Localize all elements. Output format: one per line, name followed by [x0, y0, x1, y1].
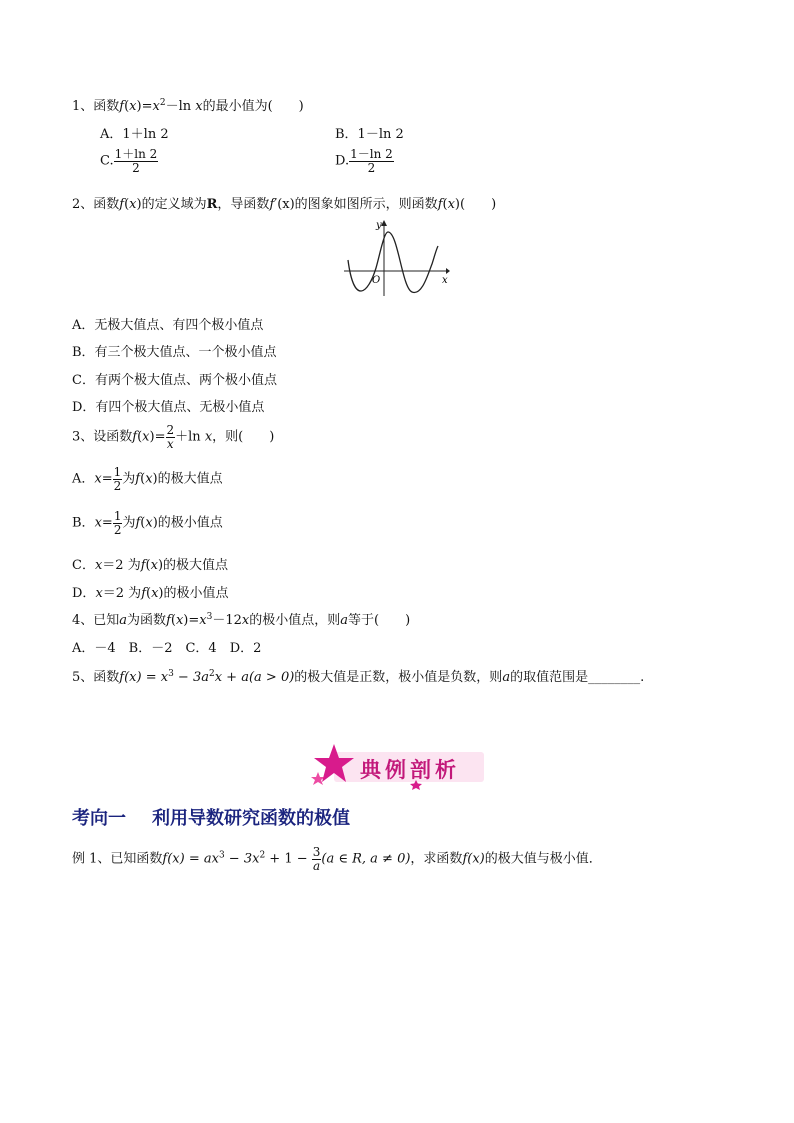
q3-b-x2: x [145, 515, 153, 531]
q5-fe: (a > 0) [248, 670, 295, 685]
ex1-suffix-b: 的极大值与极小值． [484, 851, 602, 867]
q2-d: (x)的图象如图所示，则函数 [277, 197, 438, 212]
q3-a-den: 2 [113, 478, 122, 493]
q3-a-x2: x [145, 471, 153, 487]
q5-b: 的极大值是正数，极小值是负数，则 [294, 670, 503, 685]
q4-options: A．－4 B．－2 C．4 D．2 [72, 641, 262, 656]
q3-b-num: 1 [113, 509, 122, 523]
q1-f: f [119, 99, 125, 114]
origin-label: O [372, 275, 381, 286]
q1-suffix: 的最小值为( ) [202, 99, 304, 114]
heading-label: 考向一 [72, 808, 126, 829]
q2-option-b: B．有三个极大值点、一个极小值点 [72, 345, 277, 360]
ex1-fraction [312, 846, 322, 872]
ex1-num: 3 [312, 845, 321, 859]
q2-e: ( ) [460, 197, 497, 212]
q1-c-num: 1＋ln 2 [114, 147, 158, 161]
q3-b-den: 2 [113, 522, 122, 537]
q5-a: 5、函数 [72, 670, 120, 685]
q5-exp3: 3 [168, 669, 174, 679]
q3-b-x: x [94, 515, 102, 531]
q3-d-lbl: D． [72, 586, 96, 601]
q3-c-x2: x [150, 558, 158, 573]
q2-x: x [129, 197, 137, 212]
q1-c-den: 2 [132, 160, 140, 175]
q3-d-f: f [141, 586, 146, 601]
question-4-stem: 4、已知a为函数$f(x)=x^3-12x$的极小值点，则a等于( ) [72, 612, 411, 628]
q3-b: ＋ln [175, 429, 201, 445]
q3-option-a: A．x= $\frac{1}{2}$ 为f(x)的极大值点 [72, 465, 223, 493]
q3-fraction [166, 424, 176, 450]
q2-option-c: C．有两个极大值点、两个极小值点 [72, 373, 277, 388]
q4-d: 等于( ) [348, 613, 411, 628]
section-heading [72, 804, 350, 830]
q4-minus12: －12 [212, 613, 242, 628]
q3-a-x: x [94, 471, 102, 487]
q5-fb: (x) = x [124, 670, 169, 685]
q1-d-fraction [349, 148, 394, 174]
q1-prefix: 1、函数 [72, 99, 120, 114]
ex1-prefix: 例 1、已知函数 [72, 851, 163, 867]
q3-f: f [132, 429, 138, 445]
q3-b-fraction [113, 510, 123, 536]
q3-c-text: 的极大值点 [163, 558, 229, 573]
q1-exp: 2 [159, 98, 166, 108]
q3-b-eq: = [101, 515, 113, 531]
q3-d-x2: x [151, 586, 159, 601]
q1-minus-ln: －ln [165, 99, 192, 114]
derivative-curve [348, 232, 438, 292]
q3-c-f: f [140, 558, 146, 573]
q2-r: R [206, 197, 218, 212]
q1-option-a: A．1＋ln 2 [100, 127, 169, 142]
q1-eq: = [141, 99, 153, 114]
q4-eq: = [188, 613, 200, 628]
q1-d-num: 1－ln 2 [350, 147, 393, 161]
q3-a-wei: 为 [122, 471, 136, 487]
q3-b-wei: 为 [122, 515, 136, 531]
ex1-p1: (x) = ax [167, 851, 219, 867]
q1-x3: x [195, 99, 203, 114]
ex1-p5: (x) [467, 851, 485, 867]
q1-d-den: 2 [367, 160, 376, 175]
question-3-stem: 3、设函数f(x)= $\frac{2}{x}$ ＋ln x，则( ) [72, 423, 275, 451]
example-1 [72, 846, 602, 872]
q5-fd: x + a [214, 670, 249, 685]
q1-x2: x [152, 99, 160, 114]
q3-a: 3、设函数 [72, 429, 133, 445]
q4-c: 的极小值点，则 [249, 613, 341, 628]
q5-fc: − 3a [173, 670, 209, 685]
heading-title: 利用导数研究函数的极值 [152, 808, 350, 829]
q2-option-a: A．无极大值点、有四个极小值点 [72, 318, 264, 333]
question-2-stem: 2、函数f(x)的定义域为R，导函数f′(x)的图象如图所示，则函数f(x)( ) [72, 197, 497, 212]
q2-x2: x [447, 197, 455, 212]
q4-f: f [166, 613, 171, 628]
q3-b-lbl: B． [72, 515, 95, 531]
derivative-graph [340, 218, 452, 298]
ex1-den: a [313, 858, 321, 873]
q4-a: 4、已知 [72, 613, 120, 628]
ex1-suffix-a: ，求函数 [410, 851, 463, 867]
ex1-p2: − 3x [224, 851, 260, 867]
y-axis-arrow-icon [381, 220, 387, 226]
q2-f: f [119, 197, 125, 212]
q3-option-d: D．x＝2 为f(x)的极小值点 [72, 586, 229, 601]
q3-c-lbl: C． [72, 558, 95, 573]
ex1-p4: (a ∈ R, a ≠ 0) [321, 851, 411, 867]
q1-option-d [335, 148, 394, 174]
q5-f: f [119, 670, 125, 685]
ex1-exp3: 3 [218, 850, 225, 861]
q4-exp: 3 [206, 612, 213, 622]
q3-c-x: x [94, 558, 103, 573]
q3-d-eq: ＝2 为 [102, 586, 142, 601]
q3-eq: = [154, 429, 166, 445]
q3-c-eq: ＝2 为 [102, 558, 141, 573]
q1-c-label: C. [100, 153, 114, 169]
section-banner [308, 742, 488, 790]
q4-avar2: a [340, 613, 349, 628]
q2-option-d: D．有四个极大值点、无极小值点 [72, 400, 265, 415]
q3-d-x: x [95, 586, 103, 601]
q3-a-eq: = [101, 471, 113, 487]
q5-c: 的取值范围是 [510, 670, 589, 685]
q3-den: x [166, 436, 174, 451]
q1-x: x [129, 99, 137, 114]
q1-c-fraction [114, 148, 159, 174]
ex1-exp2: 2 [259, 850, 266, 861]
q2-f2: f [437, 197, 443, 212]
q3-b-text: 的极小值点 [157, 515, 223, 531]
q3-a-f: f [135, 471, 141, 487]
q4-b: 为函数 [127, 613, 167, 628]
q3-a-lbl: A． [72, 471, 95, 487]
ex1-p3: + 1 − [265, 851, 312, 867]
q4-x3: x [241, 613, 250, 628]
ex1-f2: f [462, 851, 468, 867]
q5-blank: ________ [588, 670, 641, 685]
q4-x2: x [199, 613, 207, 628]
q2-c: ，导函数 [217, 197, 270, 212]
q3-x2: x [204, 429, 213, 445]
x-axis-arrow-icon [446, 268, 450, 274]
q4-x: x [175, 613, 184, 628]
q2-b: 的定义域为 [141, 197, 207, 212]
q2-a: 2、函数 [72, 197, 120, 212]
q3-x: x [142, 429, 150, 445]
star-icon [308, 742, 368, 790]
q2-fprime: f′ [269, 197, 278, 212]
q5-end: . [640, 670, 645, 685]
q3-c: ，则( ) [212, 429, 275, 445]
q3-a-text: 的极大值点 [157, 471, 223, 487]
q5-avar: a [502, 670, 511, 685]
q3-num: 2 [166, 423, 175, 437]
x-label: x [442, 275, 448, 286]
q3-a-fraction [113, 466, 123, 492]
y-label: y [376, 220, 382, 231]
q3-option-b: B．x= $\frac{1}{2}$ 为f(x)的极小值点 [72, 509, 223, 537]
q1-d-label: D. [335, 153, 350, 169]
banner-title: 典例剖析 [360, 758, 460, 782]
q3-d-text: 的极小值点 [163, 586, 229, 601]
q3-b-f: f [135, 515, 141, 531]
q4-avar: a [119, 613, 128, 628]
q5-exp2: 2 [208, 669, 215, 679]
question-1-stem: 1、函数$f(x)=x^2-\ln$ x的最小值为( ) [72, 98, 304, 114]
q1-option-b: B．1－ln 2 [335, 127, 404, 142]
q3-option-c: C．x＝2 为f(x)的极大值点 [72, 558, 229, 573]
q1-option-c [100, 148, 158, 174]
ex1-f: f [162, 851, 168, 867]
q3-a-num: 1 [113, 465, 122, 479]
question-5-stem [72, 666, 644, 685]
